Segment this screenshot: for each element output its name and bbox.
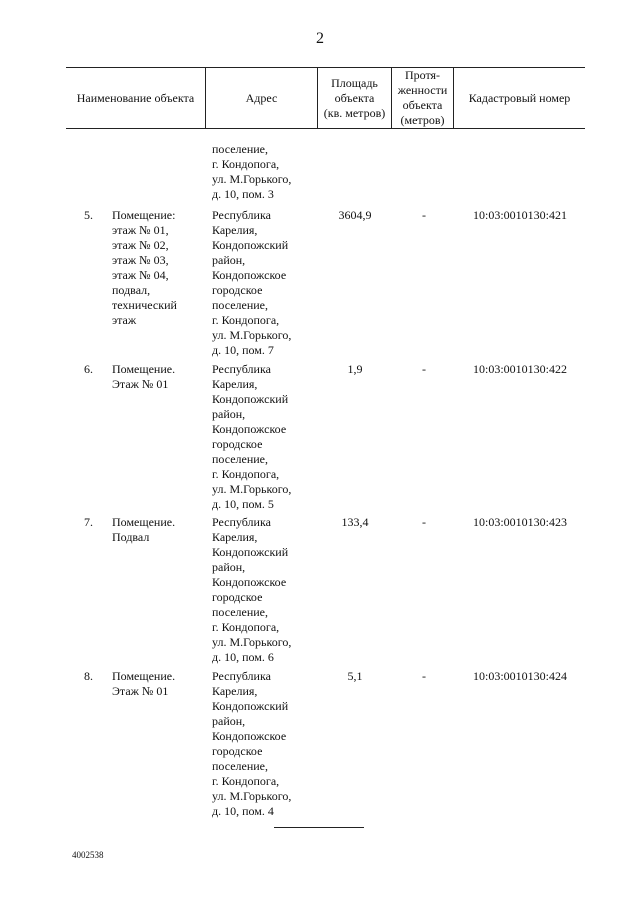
- cadastral-number: 10:03:0010130:424: [472, 669, 567, 683]
- object-name: Помещение. Этаж № 01: [112, 669, 176, 698]
- row-number: 5.: [84, 208, 93, 222]
- cadastral-number: 10:03:0010130:423: [472, 515, 567, 529]
- header-area: Площадь объекта (кв. метров): [318, 68, 392, 128]
- object-address: Республика Карелия, Кондопожский район, Кондопожское городское поселение, г. Кондопога, ул. М.Горького, д. 10, пом. 6: [212, 515, 292, 664]
- cadastral-number: 10:03:0010130:421: [472, 208, 567, 222]
- document-code: 4002538: [72, 850, 104, 860]
- page-number: 2: [316, 30, 324, 47]
- object-area: 5,1: [347, 669, 363, 683]
- table-row: [0, 669, 640, 819]
- table-row: [0, 362, 640, 512]
- table-header: [66, 67, 585, 129]
- object-length: -: [422, 208, 426, 222]
- object-area: 3604,9: [338, 208, 372, 222]
- object-area: 1,9: [347, 362, 363, 376]
- cadastral-number: 10:03:0010130:422: [472, 362, 567, 376]
- object-name: Помещение. Этаж № 01: [112, 362, 176, 391]
- header-name: Наименование объекта: [66, 68, 206, 128]
- header-length: Протя- женности объекта (метров): [392, 68, 454, 128]
- table-row: [0, 208, 640, 358]
- object-name: Помещение. Подвал: [112, 515, 176, 544]
- header-address: Адрес: [206, 68, 318, 128]
- header-cadastral: Кадастровый номер: [468, 90, 571, 105]
- object-length: -: [422, 515, 426, 529]
- object-area: 133,4: [341, 515, 369, 529]
- object-address: Республика Карелия, Кондопожский район, Кондопожское городское поселение, г. Кондопога, ул. М.Горького, д. 10, пом. 4: [212, 669, 292, 818]
- continuation-address: поселение, г. Кондопога, ул. М.Горького, д. 10, пом. 3: [212, 142, 292, 201]
- end-of-table-rule: [274, 827, 364, 828]
- object-length: -: [422, 669, 426, 683]
- table-row: [0, 515, 640, 665]
- object-address: Республика Карелия, Кондопожский район, Кондопожское городское поселение, г. Кондопога, ул. М.Горького, д. 10, пом. 5: [212, 362, 292, 511]
- object-name: Помещение: этаж № 01, этаж № 02, этаж № 03, этаж № 04, подвал, технический этаж: [112, 208, 177, 327]
- row-number: 8.: [84, 669, 93, 683]
- row-number: 7.: [84, 515, 93, 529]
- object-length: -: [422, 362, 426, 376]
- object-address: Республика Карелия, Кондопожский район, Кондопожское городское поселение, г. Кондопога, ул. М.Горького, д. 10, пом. 7: [212, 208, 292, 357]
- row-number: 6.: [84, 362, 93, 376]
